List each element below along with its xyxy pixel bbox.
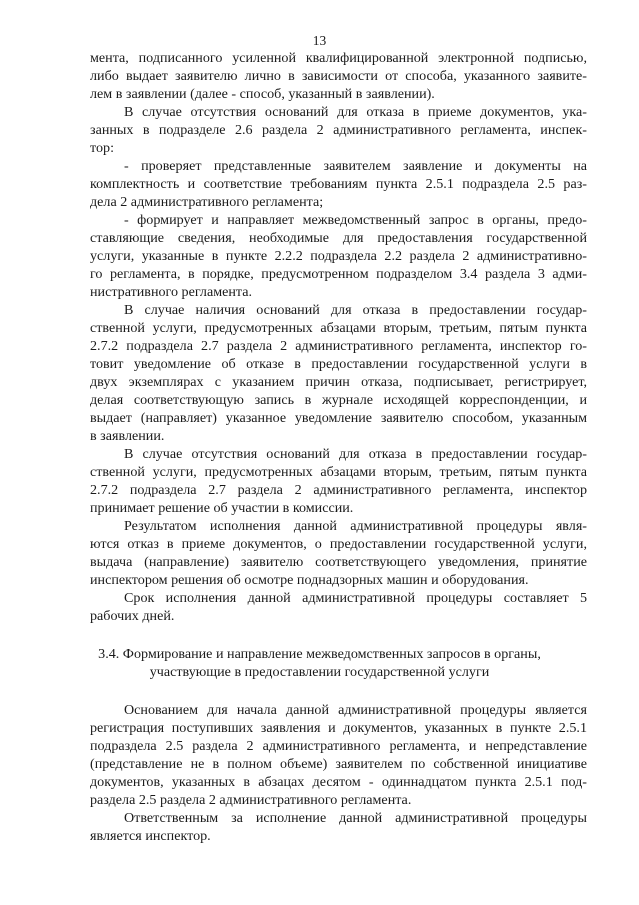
- text-line: (представление не в полном объеме) заявителем по собственной инициативе: [90, 756, 587, 772]
- text-line: делая соответствующую запись в журнале исходящей корреспонденции, и: [90, 392, 587, 408]
- text-line: В случае отсутствия оснований для отказа в приеме документов, ука-: [124, 104, 587, 120]
- text-line: В случае наличия оснований для отказа в предоставлении государ-: [124, 302, 587, 318]
- text-line: выдача (направление) заявителю соответствующего уведомления, принятие: [90, 554, 587, 570]
- text-line: 2.7.2 подраздела 2.7 раздела 2 административного регламента, инспектор: [90, 482, 587, 498]
- text-line: В случае отсутствия оснований для отказа в предоставлении государ-: [124, 446, 587, 462]
- text-line: - формирует и направляет межведомственный запрос в органы, предо-: [124, 212, 587, 228]
- text-line: ственной услуги, предусмотренных абзацами вторым, третьим, пятым пункта: [90, 464, 587, 480]
- text-line: рабочих дней.: [90, 608, 175, 624]
- text-line: является инспектор.: [90, 828, 211, 844]
- text-line: принимает решение об участии в комиссии.: [90, 500, 354, 516]
- text-line: го регламента, в порядке, предусмотренном подразделом 3.4 раздела 3 адми-: [90, 266, 587, 282]
- text-line: тор:: [90, 140, 114, 156]
- page-number: 13: [312, 33, 327, 48]
- section-heading-line: 3.4. Формирование и направление межведомственных запросов в органы,: [98, 646, 541, 662]
- text-line: Результатом исполнения данной административной процедуры явля-: [124, 518, 587, 534]
- text-line: двух экземплярах с указанием причин отказа, подписывает, регистрирует,: [90, 374, 587, 390]
- text-line: комплектность и соответствие требованиям пункта 2.5.1 подраздела 2.5 раз-: [90, 176, 587, 192]
- text-line: - проверяет представленные заявителем заявление и документы на: [124, 158, 587, 174]
- text-line: документов, указанных в абзацах десятом - одиннадцатом пункта 2.5.1 под-: [90, 774, 587, 790]
- text-line: в заявлении.: [90, 428, 165, 444]
- text-line: Срок исполнения данной административной процедуры составляет 5: [124, 590, 587, 606]
- text-line: Ответственным за исполнение данной административной процедуры: [124, 810, 587, 826]
- text-line: 2.7.2 подраздела 2.7 раздела 2 административного регламента, инспектор го-: [90, 338, 587, 354]
- text-line: ственной услуги, предусмотренных абзацами вторым, третьим, пятым пункта: [90, 320, 587, 336]
- text-line: инспектором решения об осмотре поднадзорных машин и оборудования.: [90, 572, 529, 588]
- text-line: мента, подписанного усиленной квалифицированной электронной подписью,: [90, 50, 587, 66]
- text-line: лем в заявлении (далее - способ, указанный в заявлении).: [90, 86, 435, 102]
- text-line: дела 2 административного регламента;: [90, 194, 324, 210]
- text-line: услуги, указанные в пункте 2.2.2 подраздела 2.2 раздела 2 административно-: [90, 248, 587, 264]
- text-line: либо выдает заявителю лично в зависимости от способа, указанного заявите-: [90, 68, 587, 84]
- text-line: ются отказ в приеме документов, о предоставлении государственной услуги,: [90, 536, 587, 552]
- text-line: раздела 2.5 раздела 2 административного регламента.: [90, 792, 412, 808]
- text-line: нистративного регламента.: [90, 284, 253, 300]
- text-line: Основанием для начала данной административной процедуры является: [124, 702, 587, 718]
- text-line: регистрация поступивших заявления и документов, указанных в пункте 2.5.1: [90, 720, 587, 736]
- text-line: ставляющие сведения, необходимые для предоставления государственной: [90, 230, 587, 246]
- text-line: выдает (направляет) указанное уведомление заявителю способом, указанным: [90, 410, 587, 426]
- text-line: подраздела 2.5 раздела 2 административного регламента, и непредставление: [90, 738, 587, 754]
- text-line: товит уведомление об отказе в предоставлении государственной услуги в: [90, 356, 587, 372]
- section-heading-line: участвующие в предоставлении государственной услуги: [149, 664, 490, 680]
- text-line: занных в подразделе 2.6 раздела 2 административного регламента, инспек-: [90, 122, 587, 138]
